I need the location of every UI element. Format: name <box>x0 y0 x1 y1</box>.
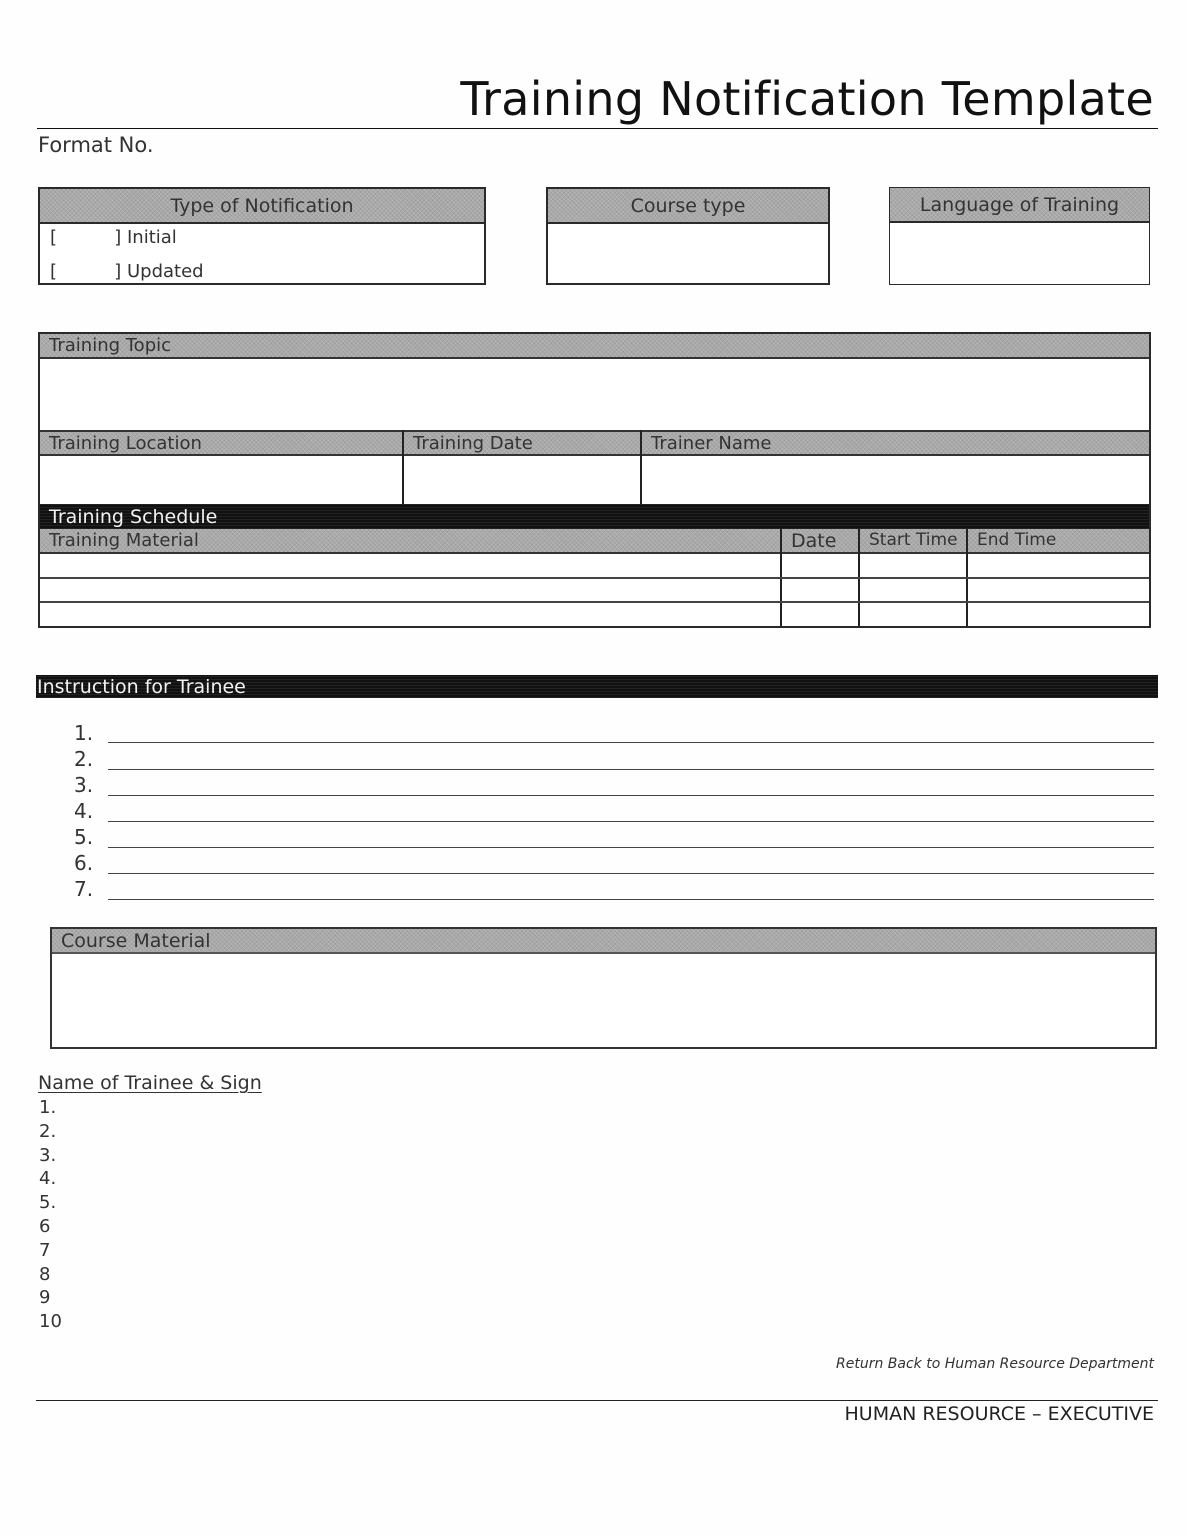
course-material-box <box>50 927 1157 1049</box>
notification-type-box <box>38 187 486 285</box>
trainer-name-label: Trainer Name <box>651 432 772 454</box>
course-material-field[interactable] <box>52 954 1155 1047</box>
notification-type-header: Type of Notification <box>40 189 484 224</box>
instruction-number: 6. <box>74 851 94 875</box>
location-date-trainer-header <box>40 430 1149 456</box>
instruction-number: 5. <box>74 825 94 849</box>
instruction-line-1[interactable] <box>108 742 1154 743</box>
instruction-number: 7. <box>74 877 94 901</box>
format-no-label: Format No. <box>38 133 154 157</box>
instruction-line-3[interactable] <box>108 795 1154 796</box>
instruction-number: 2. <box>74 747 94 771</box>
column-start-time: Start Time <box>869 530 958 550</box>
training-schedule-header <box>40 504 1149 529</box>
language-header: Language of Training <box>890 188 1149 223</box>
training-date-field[interactable] <box>404 456 640 504</box>
trainee-entry[interactable]: 9 <box>39 1287 51 1308</box>
trainee-entry[interactable]: 10 <box>39 1311 62 1332</box>
return-note: Return Back to Human Resource Department <box>836 1356 1154 1372</box>
training-topic-label: Training Topic <box>49 335 172 356</box>
trainee-entry[interactable]: 2. <box>39 1121 57 1142</box>
page-title: Training Notification Template <box>460 72 1154 126</box>
trainer-name-field[interactable] <box>642 456 1149 504</box>
instruction-line-7[interactable] <box>108 899 1154 900</box>
column-date: Date <box>791 529 837 552</box>
training-date-label: Training Date <box>413 432 533 454</box>
schedule-columns-header <box>40 529 1149 554</box>
course-type-header: Course type <box>548 189 828 224</box>
instruction-line-2[interactable] <box>108 769 1154 770</box>
training-location-field[interactable] <box>40 456 402 504</box>
instruction-number: 4. <box>74 799 94 823</box>
language-box <box>889 187 1150 285</box>
instruction-line-5[interactable] <box>108 847 1154 848</box>
instruction-line-4[interactable] <box>108 821 1154 822</box>
column-training-material: Training Material <box>49 530 199 551</box>
trainee-entry[interactable]: 3. <box>39 1145 57 1166</box>
trainee-list-title: Name of Trainee & Sign <box>38 1072 262 1094</box>
footer-divider <box>36 1400 1158 1401</box>
language-field[interactable] <box>890 223 1149 282</box>
schedule-row[interactable] <box>40 554 1149 578</box>
checkbox-initial[interactable]: [ ] Initial <box>50 227 177 248</box>
trainee-entry[interactable]: 1. <box>39 1097 57 1118</box>
course-type-field[interactable] <box>548 224 828 283</box>
instruction-number: 3. <box>74 773 94 797</box>
instruction-header <box>36 675 1158 698</box>
title-divider <box>37 128 1158 129</box>
training-location-label: Training Location <box>49 432 202 454</box>
training-details-grid <box>38 332 1151 628</box>
training-schedule-label: Training Schedule <box>49 505 218 528</box>
instruction-line-6[interactable] <box>108 873 1154 874</box>
trainee-entry[interactable]: 6 <box>39 1216 51 1237</box>
trainee-entry[interactable]: 4. <box>39 1168 57 1189</box>
schedule-row[interactable] <box>40 579 1149 602</box>
instruction-header-label: Instruction for Trainee <box>37 675 246 698</box>
course-material-label: Course Material <box>61 929 211 952</box>
course-type-box <box>546 187 830 285</box>
column-end-time: End Time <box>977 530 1057 550</box>
course-material-header <box>52 929 1155 954</box>
trainee-entry[interactable]: 7 <box>39 1240 51 1261</box>
trainee-entry[interactable]: 8 <box>39 1264 51 1285</box>
training-topic-header <box>40 334 1149 359</box>
training-topic-field[interactable] <box>40 359 1149 431</box>
schedule-row[interactable] <box>40 603 1149 626</box>
checkbox-updated[interactable]: [ ] Updated <box>50 261 204 282</box>
instruction-number: 1. <box>74 721 94 745</box>
footer-department: HUMAN RESOURCE – EXECUTIVE <box>844 1403 1154 1425</box>
trainee-entry[interactable]: 5. <box>39 1192 57 1213</box>
